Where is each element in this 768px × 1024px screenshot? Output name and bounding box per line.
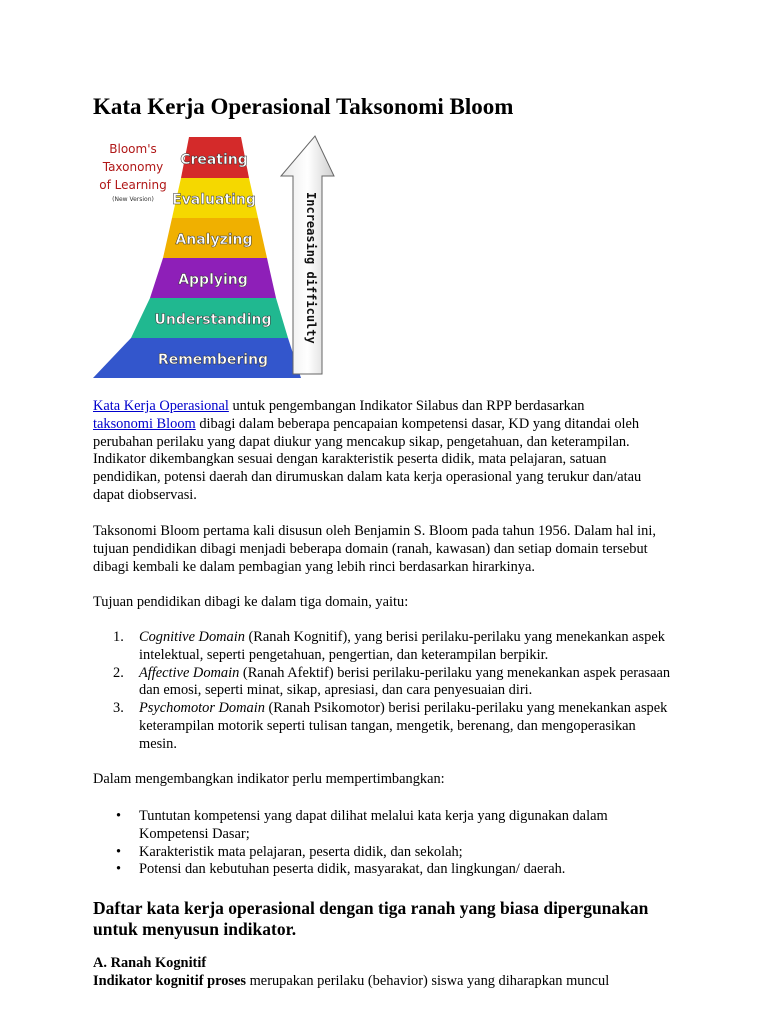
domains-intro-paragraph: Tujuan pendidikan dibagi ke dalam tiga domain, yaitu:	[93, 594, 409, 610]
list-item: • Tuntutan kompetensi yang dapat dilihat melalui kata kerja yang digunakan dalam Kompetensi Dasar;	[116, 808, 608, 842]
figure-heading-line1: Bloom's	[109, 142, 157, 156]
level-label-analyzing: Analyzing	[175, 232, 253, 248]
bloom-pyramid-diagram	[93, 134, 338, 382]
arrow-label: Increasing difficulty	[304, 192, 318, 344]
history-paragraph: Taksonomi Bloom pertama kali disusun oleh Benjamin S. Bloom pada tahun 1956. Dalam hal ini, tujuan pendidikan dibagi menjadi beberapa domain (ranah, kawasan) dan setiap domain tersebut dibagi kembali ke dalam pembagian yang lebih rinci berdasarkan hirarkinya.	[93, 523, 656, 575]
bullet-icon: •	[116, 808, 122, 824]
domain-name: Psychomotor Domain	[139, 700, 265, 717]
level-label-evaluating: Evaluating	[172, 192, 256, 208]
domains-list	[93, 629, 673, 754]
figure-heading-line3: of Learning	[99, 178, 167, 192]
level-label-remembering: Remembering	[157, 352, 269, 368]
considerations-intro-paragraph: Dalam mengembangkan indikator perlu mempertimbangkan:	[93, 771, 445, 787]
figure-heading-line2: Taxonomy	[102, 160, 164, 174]
section-a-heading: A. Ranah Kognitif	[93, 955, 207, 971]
kata-kerja-operasional-link[interactable]: Kata Kerja Operasional	[93, 398, 229, 414]
list-item: • Potensi dan kebutuhan peserta didik, masyarakat, dan lingkungan/ daerah.	[116, 861, 566, 878]
cognitive-paragraph-bold: Indikator kognitif proses	[93, 973, 247, 989]
list-item: 1. Cognitive Domain (Ranah Kognitif), yang berisi perilaku-perilaku yang menekankan aspek intelektual, seperti pengetahuan, pengertian, dan keterampilan berpikir.	[113, 629, 665, 663]
page-title: Kata Kerja Operasional Taksonomi Bloom	[93, 94, 514, 119]
domain-name: Affective Domain	[139, 664, 240, 681]
bullet-icon: •	[116, 843, 122, 860]
list-item: • Karakteristik mata pelajaran, peserta didik, dan sekolah;	[116, 843, 463, 860]
intro-paragraph	[93, 398, 673, 505]
increasing-difficulty-arrow	[281, 136, 334, 374]
list-item: 2. Affective Domain (Ranah Afektif) berisi perilaku-perilaku yang menekankan aspek perasaan dan emosi, seperti minat, sikap, apresiasi, dan cara penyesuaian diri.	[113, 664, 671, 699]
intro-text-1: untuk pengembangan Indikator Silabus dan RPP berdasarkan	[228, 398, 585, 414]
bloom-taxonomy-figure	[93, 134, 338, 382]
list-item: 3. Psychomotor Domain (Ranah Psikomotor) berisi perilaku-perilaku yang menekankan aspek keterampilan motorik seperti tulisan tangan, mengetik, berenang, dan mengoperasikan mesin.	[113, 700, 668, 752]
cognitive-paragraph: Indikator kognitif proses merupakan perilaku (behavior) siswa yang diharapkan muncul	[93, 973, 610, 989]
intro-text-2: dibagi dalam beberapa pencapaian kompetensi dasar, KD yang ditandai oleh perubahan perilaku yang dapat diukur yang mencakup sikap, pengetahuan, dan keterampilan. Indikator dikembangkan sesuai dengan karakteristik peserta didik, mata pelajaran, satuan pendidikan, potensi daerah dan dirumuskan dalam kata kerja operasional yang terukur dan/atau dapat diobservasi.	[93, 415, 642, 503]
level-label-understanding: Understanding	[154, 312, 272, 328]
level-label-creating: Creating	[180, 152, 248, 168]
figure-subheading: (New Version)	[112, 196, 154, 203]
considerations-list	[93, 808, 673, 879]
bullet-icon: •	[116, 861, 122, 878]
kata-kerja-subheading: Daftar kata kerja operasional dengan tiga ranah yang biasa dipergunakan untuk menyusun indikator.	[93, 898, 649, 939]
level-label-applying: Applying	[178, 272, 248, 288]
taksonomi-bloom-link[interactable]: taksonomi Bloom	[93, 415, 196, 432]
domain-name: Cognitive Domain	[139, 629, 245, 645]
